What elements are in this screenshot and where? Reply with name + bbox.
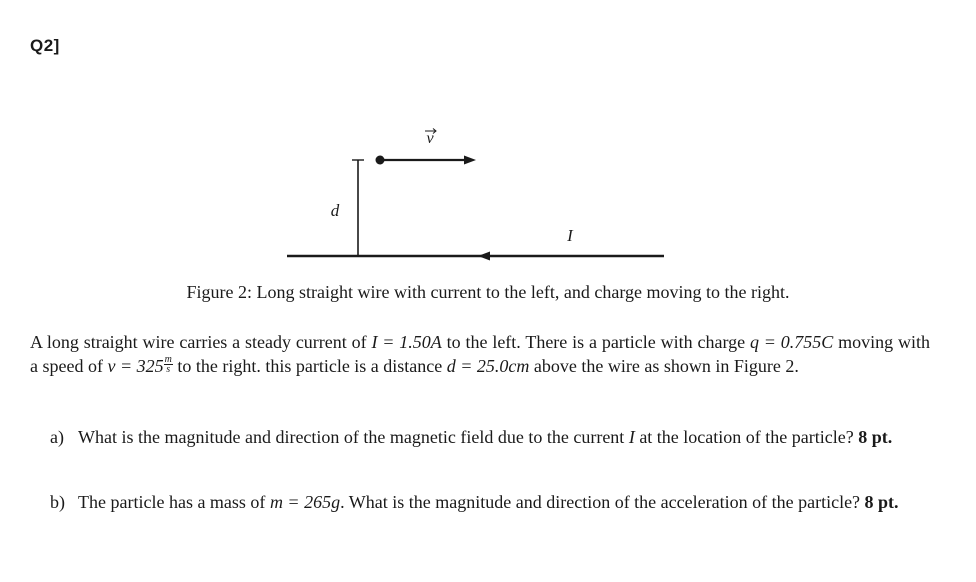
speed-unit-denominator: s	[166, 364, 171, 376]
question-a	[50, 425, 930, 449]
velocity-label: v	[426, 130, 434, 147]
wire-figure	[0, 0, 976, 280]
current-arrowhead	[478, 252, 490, 261]
question-b-variable: m = 265g	[269, 492, 341, 512]
question-label: Q2]	[30, 36, 60, 55]
question-a-variable: I	[628, 427, 635, 447]
para-text-3: moving with a speed of	[30, 332, 930, 376]
problem-statement	[30, 330, 930, 378]
para-text-4: to the right. this particle is a distance	[172, 356, 447, 376]
speed-expression: v = 325	[107, 356, 164, 376]
question-a-text: What is the magnitude and direction of the magnetic field due to the current	[78, 427, 629, 447]
charge-expression: q = 0.755C	[749, 332, 834, 352]
question-b-marker: b)	[50, 492, 65, 512]
current-label: I	[567, 226, 573, 245]
distance-label: d	[330, 201, 340, 220]
para-text-2: to the left. There is a particle with charge	[441, 332, 750, 352]
speed-unit-fraction	[164, 355, 173, 374]
figure-caption: Figure 2: Long straight wire with current to the left, and charge moving to the right.	[186, 282, 790, 302]
question-b-points: 8 pt.	[864, 492, 899, 512]
para-text-5: above the wire as shown in Figure 2.	[529, 356, 799, 376]
question-b-text-2: . What is the magnitude and direction of the acceleration of the particle?	[340, 492, 865, 512]
question-a-points: 8 pt.	[858, 427, 893, 447]
question-b-text: The particle has a mass of	[78, 492, 270, 512]
current-expression: I = 1.50A	[371, 332, 442, 352]
question-a-text-2: at the location of the particle?	[634, 427, 859, 447]
para-text-1: A long straight wire carries a steady current of	[30, 332, 372, 352]
question-a-marker: a)	[50, 427, 64, 447]
question-b	[50, 490, 930, 514]
speed-unit-numerator: m	[164, 354, 172, 366]
velocity-arrowhead	[464, 156, 476, 165]
distance-expression: d = 25.0cm	[446, 356, 530, 376]
